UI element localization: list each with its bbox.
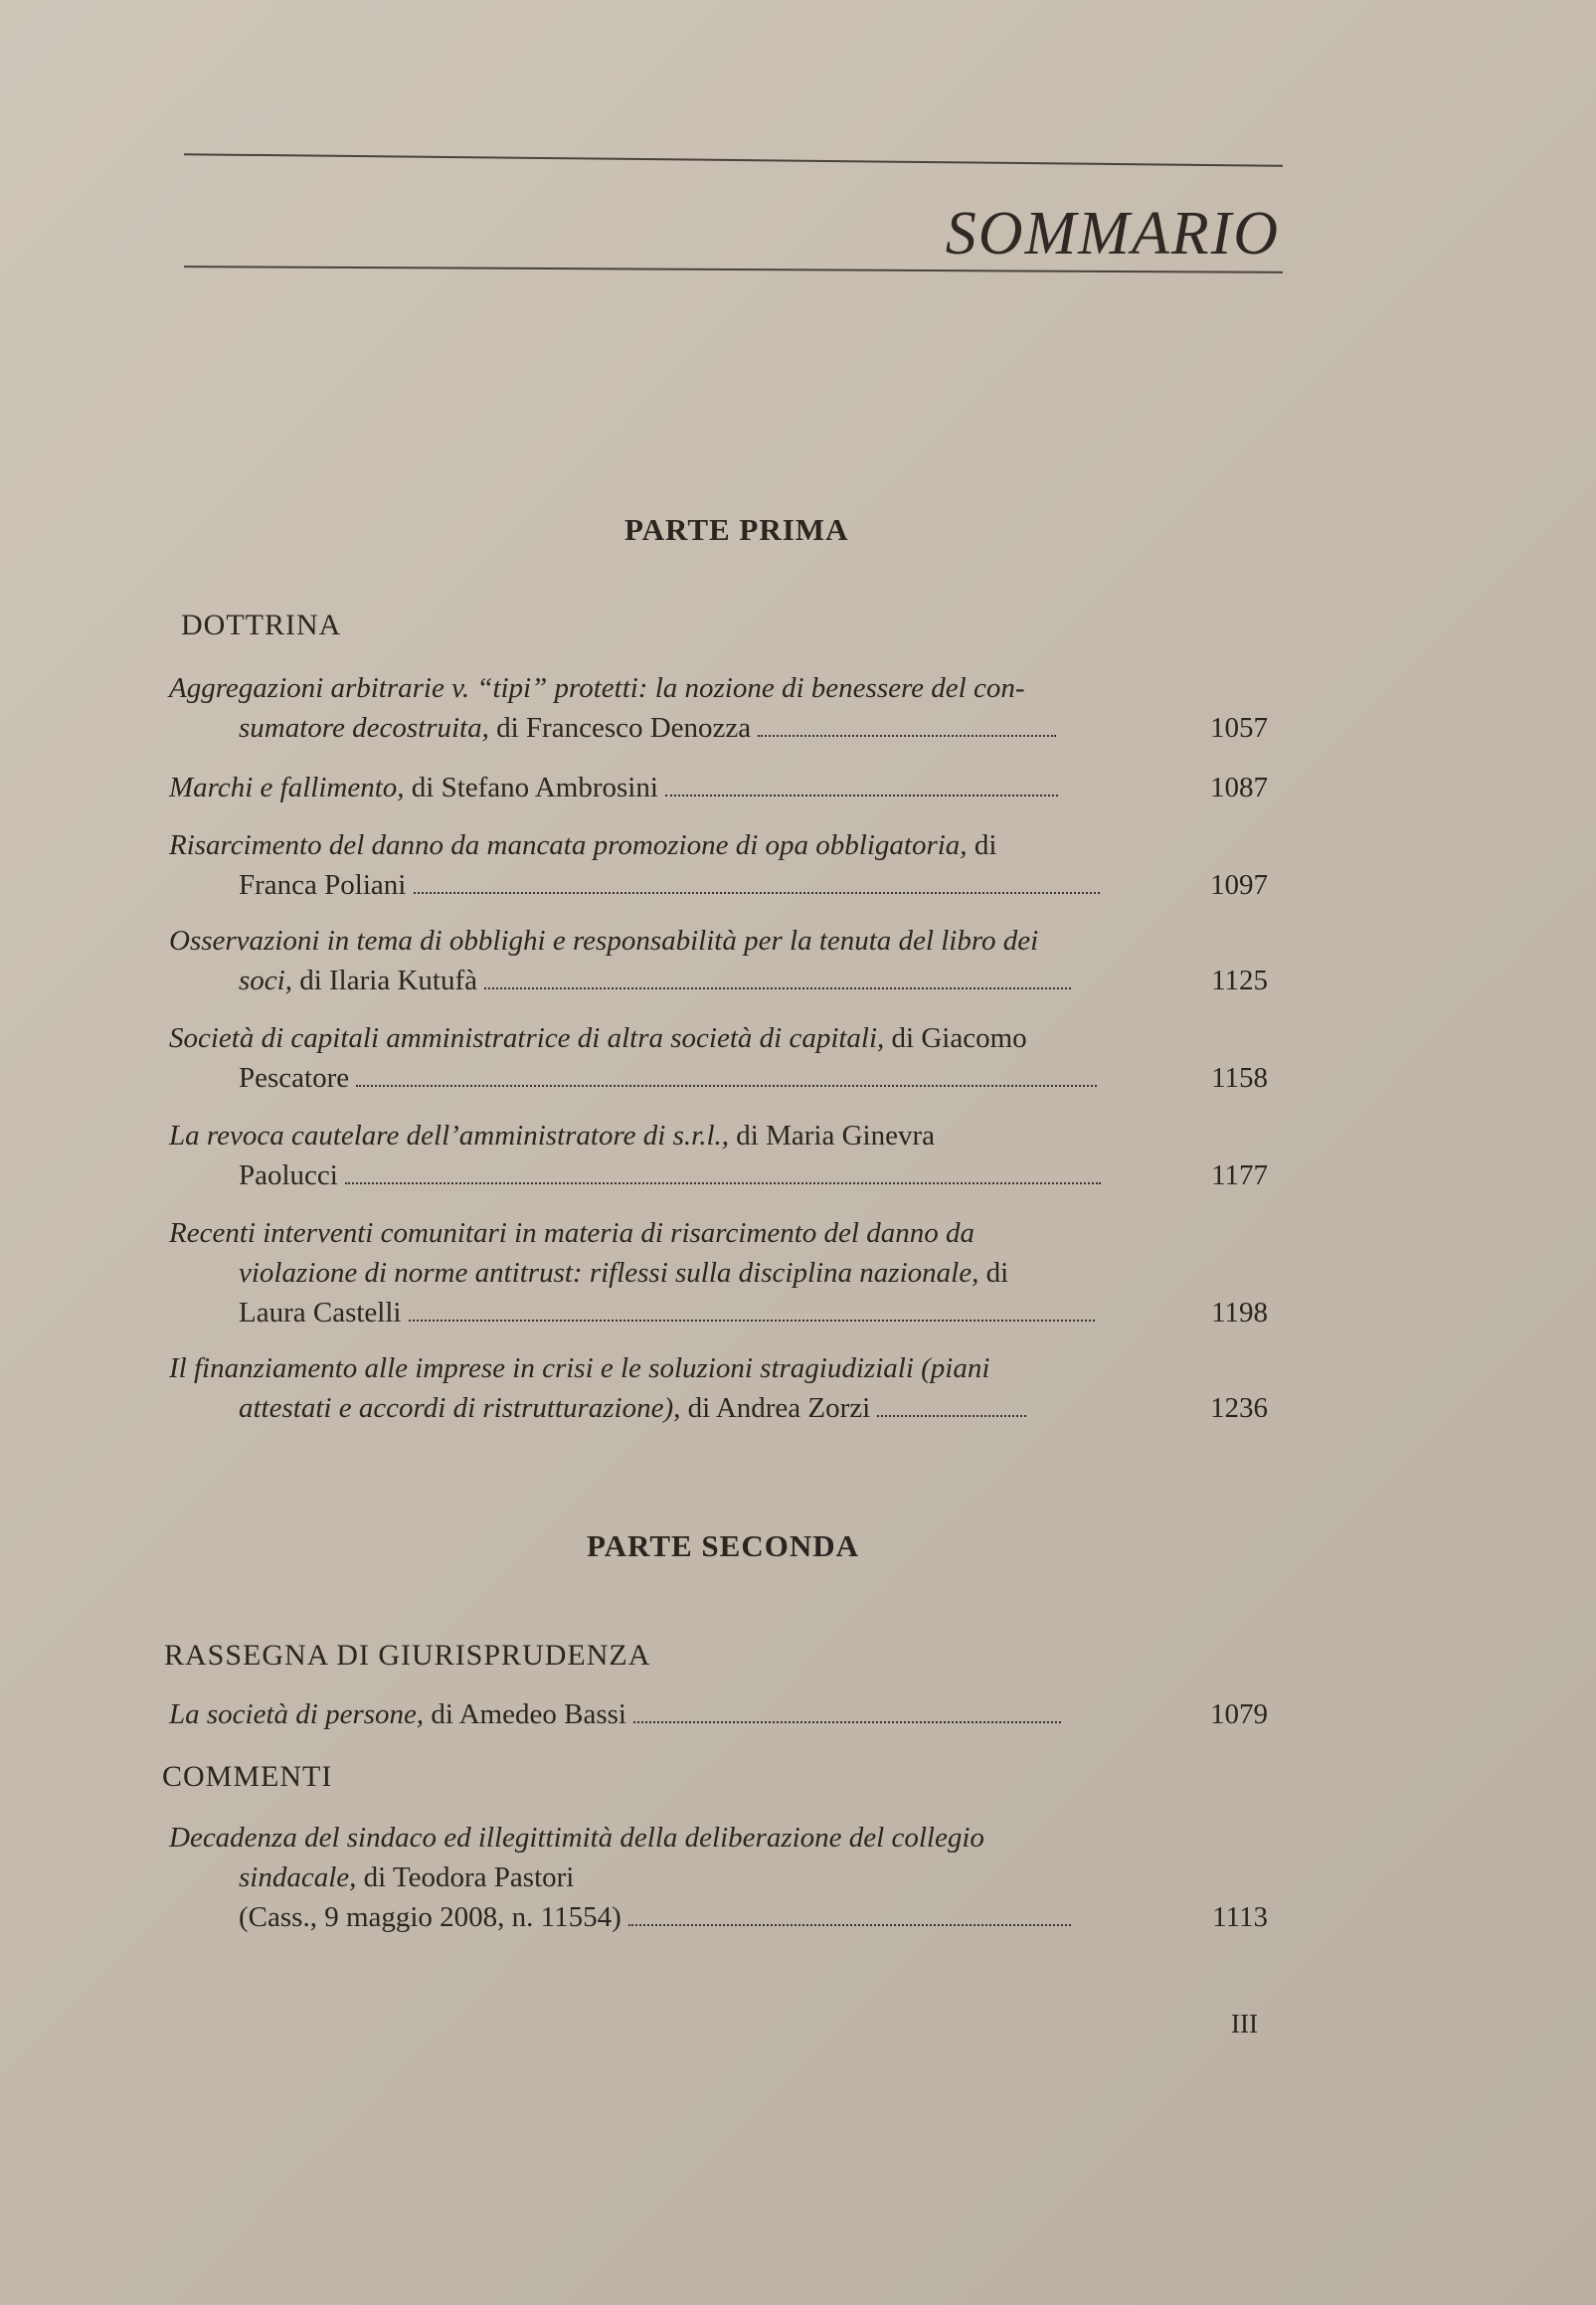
- entry-author: di Amedeo Bassi: [424, 1698, 626, 1730]
- page-number: 1177: [1211, 1159, 1268, 1191]
- top-rule: [184, 153, 1283, 167]
- toc-entry-1: [169, 668, 1268, 748]
- entry-title: soci,: [239, 965, 292, 996]
- entry-title: Aggregazioni arbitrarie v. “tipi” protetti: la nozione di benessere del con-: [169, 672, 1025, 704]
- page-number: 1113: [1212, 1901, 1268, 1933]
- entry-author: di Andrea Zorzi: [680, 1392, 871, 1424]
- toc-entry-7: [169, 1213, 1268, 1332]
- entry-author: di Maria Ginevra: [729, 1120, 935, 1152]
- page-number: 1198: [1211, 1297, 1268, 1329]
- entry-title: violazione di norme antitrust: riflessi sulla disciplina nazionale,: [239, 1257, 979, 1289]
- page-number: 1158: [1211, 1062, 1268, 1094]
- page-number: 1236: [1210, 1392, 1268, 1424]
- entry-author: di: [978, 1257, 1009, 1289]
- entry-author: di Giacomo: [884, 1022, 1027, 1054]
- entry-title: Società di capitali amministratrice di altra società di capitali,: [169, 1022, 885, 1054]
- page-number: 1079: [1210, 1698, 1268, 1730]
- entry-author: Franca Poliani: [239, 869, 407, 901]
- parte-seconda-heading: PARTE SECONDA: [587, 1528, 860, 1563]
- toc-entry-5: [169, 1018, 1268, 1098]
- page-number: 1125: [1211, 965, 1268, 996]
- page-number: 1087: [1210, 772, 1268, 803]
- entry-author: di Teodora Pastori: [356, 1862, 575, 1893]
- entry-title: Il finanziamento alle imprese in crisi e le soluzioni stragiudiziali (piani: [169, 1352, 990, 1384]
- toc-entry-commento: [169, 1818, 1268, 1937]
- entry-title: Osservazioni in tema di obblighi e responsabilità per la tenuta del libro dei: [169, 925, 1039, 957]
- page-title: SOMMARIO: [945, 200, 1280, 267]
- entry-author: Paolucci: [239, 1159, 338, 1191]
- entry-title: sindacale,: [239, 1862, 357, 1893]
- parte-prima-heading: PARTE PRIMA: [624, 512, 849, 547]
- entry-author: di Ilaria Kutufà: [291, 965, 477, 996]
- toc-entry-rassegna: [169, 1694, 1268, 1734]
- toc-entry-3: [169, 825, 1268, 905]
- entry-title: attestati e accordi di ristrutturazione),: [239, 1392, 681, 1424]
- section-rassegna: RASSEGNA DI GIURISPRUDENZA: [164, 1639, 651, 1672]
- entry-author: di Stefano Ambrosini: [404, 772, 658, 803]
- folio-number: III: [1231, 2009, 1258, 2039]
- toc-entry-4: [169, 921, 1268, 1000]
- entry-title: sumatore decostruita,: [239, 712, 489, 744]
- toc-entry-2: [169, 768, 1268, 807]
- entry-author: Laura Castelli: [239, 1297, 402, 1329]
- toc-entry-6: [169, 1116, 1268, 1195]
- entry-author: di: [967, 829, 997, 861]
- entry-title: Risarcimento del danno da mancata promozione di opa obbligatoria,: [169, 829, 968, 861]
- case-reference: (Cass., 9 maggio 2008, n. 11554): [239, 1901, 621, 1933]
- entry-author: di Francesco Denozza: [488, 712, 752, 744]
- section-commenti: COMMENTI: [162, 1760, 333, 1793]
- entry-title: Recenti interventi comunitari in materia di risarcimento del danno da: [169, 1217, 975, 1249]
- entry-author: Pescatore: [239, 1062, 350, 1094]
- toc-entry-8: [169, 1348, 1268, 1428]
- section-dottrina: DOTTRINA: [181, 609, 342, 641]
- page-number: 1057: [1210, 712, 1268, 744]
- entry-title: La società di persone,: [169, 1698, 425, 1730]
- page-number: 1097: [1210, 869, 1268, 901]
- entry-title: La revoca cautelare dell’amministratore di s.r.l.,: [169, 1120, 730, 1152]
- entry-title: Decadenza del sindaco ed illegittimità della deliberazione del collegio: [169, 1822, 984, 1854]
- entry-title: Marchi e fallimento,: [169, 772, 405, 803]
